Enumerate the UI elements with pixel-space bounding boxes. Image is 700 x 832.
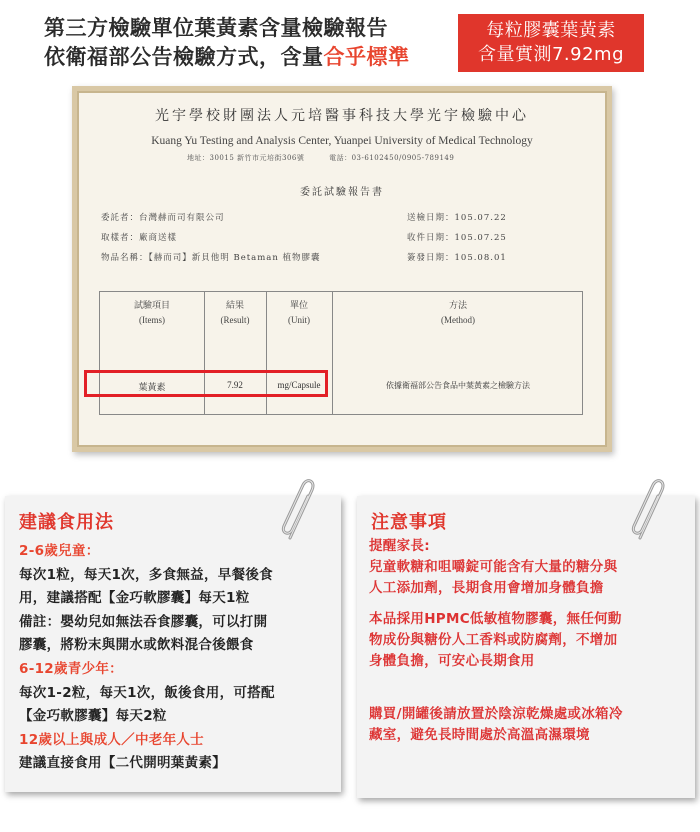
result-highlight-box [84, 370, 328, 397]
notice-line: 購買/開罐後請放置於陰涼乾燥處或冰箱冷 [369, 706, 623, 722]
cert-address-text: 地址：30015 新竹市元培街306號 [187, 154, 305, 162]
headline [44, 14, 410, 72]
usage-line: 建議直接食用【二代開明葉黃素】 [19, 755, 226, 772]
paperclip-icon [276, 476, 324, 544]
td-result: 7.92 [227, 380, 243, 390]
badge-line2: 含量實測7.92mg [477, 44, 625, 65]
notice-line: 人工添加劑，長期食用會增加身體負擔 [369, 580, 604, 596]
cert-phone-text: 電話：03-6102450/0905-789149 [329, 154, 455, 162]
th-result-zh: 結果 [225, 300, 244, 310]
th-result [204, 298, 266, 328]
cert-issue-date: 簽發日期：105.08.01 [407, 253, 507, 263]
td-method: 依據衛福部公告食品中葉黃素之檢驗方法 [386, 381, 530, 390]
notice-line: 兒童軟糖和咀嚼錠可能含有大量的糖分與 [369, 559, 618, 575]
usage-line: 備註：嬰幼兒如無法吞食膠囊，可以打開 [19, 613, 268, 630]
cert-sampler: 取樣者：廠商送樣 [101, 233, 178, 243]
lutein-amount-badge [458, 14, 644, 72]
headline-line1: 第三方檢驗單位葉黃素含量檢驗報告 [44, 16, 388, 40]
cert-client: 委託者：台灣赫而司有限公司 [101, 213, 225, 223]
usage-line: 每次1-2粒，每天1次，飯後食用，可搭配 [19, 684, 275, 701]
notice-line: 藏室，避免長時間處於高溫高濕環境 [369, 727, 590, 743]
headline-accent: 合乎標準 [323, 45, 410, 69]
test-report-certificate [72, 86, 612, 452]
cert-send-date: 送檢日期：105.07.22 [407, 213, 507, 223]
badge-line1: 每粒膠囊葉黃素 [486, 20, 616, 41]
usage-line: 用，建議搭配【金巧軟膠囊】每天1粒 [19, 590, 250, 607]
headline-line2-text: 依衛福部公告檢驗方式，含量 [44, 45, 324, 69]
notice-line: 本品採用HPMC低敏植物膠囊，無任何動 [369, 611, 622, 627]
usage-line: 12歲以上與成人／中老年人士 [19, 731, 204, 748]
usage-title: 建議食用法 [19, 512, 114, 533]
usage-line: 每次1粒，每天1次，多食無益，早餐後食 [19, 566, 273, 583]
th-result-en: (Result) [220, 315, 250, 325]
notice-title: 注意事項 [371, 512, 447, 533]
usage-lines [19, 540, 275, 776]
cert-product: 物品名稱：【赫而司】新貝他明 Betaman 植物膠囊 [101, 253, 321, 263]
th-unit-en: (Unit) [288, 315, 310, 325]
usage-line: 膠囊，將粉末與開水或飲料混合後餵食 [19, 637, 254, 654]
th-unit-zh: 單位 [289, 300, 308, 310]
notice-line: 身體負擔，可安心長期食用 [369, 653, 535, 669]
cert-receive-date: 收件日期：105.07.25 [407, 233, 507, 243]
usage-line: 6-12歲青少年： [19, 660, 123, 677]
paperclip-icon [626, 476, 674, 544]
th-unit [266, 298, 332, 328]
cert-english-name: Kuang Yu Testing and Analysis Center, Yuanpei University of Medical Technology [151, 135, 533, 147]
cert-institution: 光宇學校財團法人元培醫事科技大學光宇檢驗中心 [155, 108, 529, 124]
th-items [100, 298, 204, 328]
usage-line: 2-6歲兒童： [19, 543, 100, 559]
th-items-zh: 試驗項目 [133, 300, 170, 310]
headline-line2 [44, 43, 410, 72]
usage-line: 【金巧軟膠囊】每天2粒 [19, 708, 167, 725]
td-unit: mg/Capsule [277, 380, 321, 390]
th-method-zh: 方法 [448, 300, 467, 310]
th-method-en: (Method) [441, 315, 475, 325]
notice-line: 物成份與糖份人工香料或防腐劑，不增加 [369, 632, 618, 648]
notice-lines [369, 536, 623, 746]
td-item: 葉黃素 [138, 382, 166, 392]
notice-subtitle: 提醒家長: [369, 538, 430, 554]
th-items-en: (Items) [139, 315, 165, 325]
cert-address [187, 153, 476, 163]
th-method [332, 298, 584, 328]
cert-report-title: 委託試驗報告書 [300, 187, 384, 198]
